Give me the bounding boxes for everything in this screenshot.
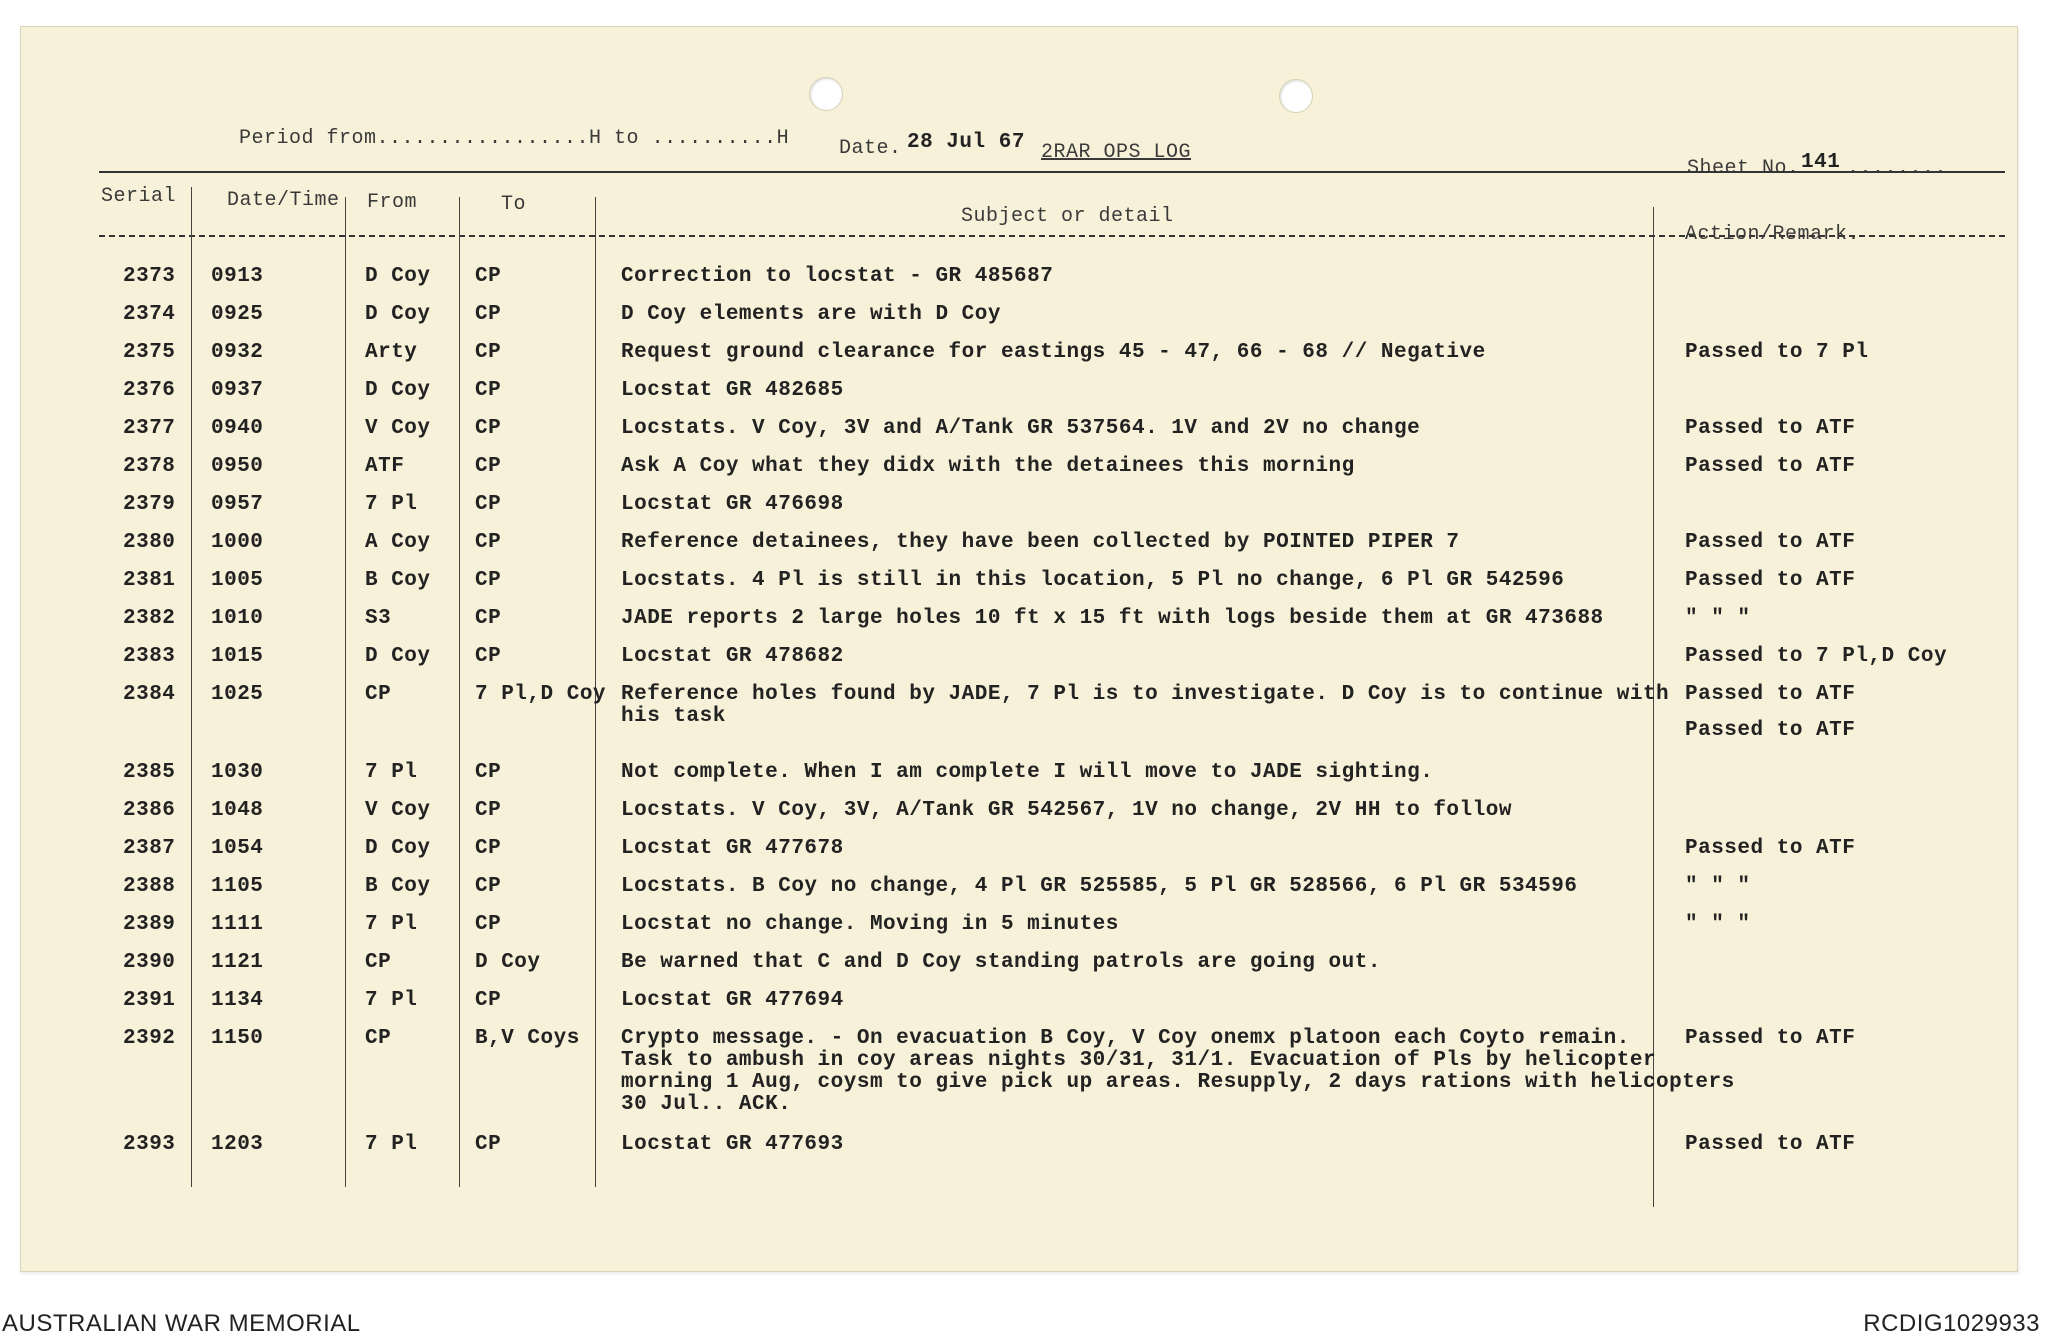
time-cell: 1203 <box>211 1133 264 1156</box>
action-cell: Passed to 7 Pl,D Coy <box>1685 645 1948 668</box>
detail-line: JADE reports 2 large holes 10 ft x 15 ft with logs beside them at GR 473688 <box>621 607 1604 630</box>
serial-cell: 2389 <box>123 913 176 936</box>
serial-cell: 2378 <box>123 455 176 478</box>
to-cell: CP <box>475 989 502 1012</box>
to-cell: CP <box>475 837 502 860</box>
to-cell: CP <box>475 379 502 402</box>
action-cell: " " " <box>1685 875 1751 898</box>
time-cell: 0950 <box>211 455 264 478</box>
to-cell: CP <box>475 569 502 592</box>
from-cell: Arty <box>365 341 418 364</box>
time-cell: 1150 <box>211 1027 264 1050</box>
from-cell: CP <box>365 683 392 706</box>
to-cell: CP <box>475 607 502 630</box>
action-cell: Passed to ATF <box>1685 1133 1856 1156</box>
time-cell: 0940 <box>211 417 264 440</box>
time-cell: 1000 <box>211 531 264 554</box>
serial-cell: 2382 <box>123 607 176 630</box>
to-cell: CP <box>475 303 502 326</box>
detail-line: Crypto message. - On evacuation B Coy, V Coy onemx platoon each Coyto remain. <box>621 1027 1630 1050</box>
to-cell: CP <box>475 875 502 898</box>
column-rule <box>459 197 460 1187</box>
col-from: From <box>367 191 418 214</box>
detail-line: Locstats. B Coy no change, 4 Pl GR 525585, 5 Pl GR 528566, 6 Pl GR 534596 <box>621 875 1578 898</box>
to-cell: B,V Coys <box>475 1027 580 1050</box>
from-cell: 7 Pl <box>365 761 418 784</box>
to-cell: D Coy <box>475 951 541 974</box>
from-cell: V Coy <box>365 799 431 822</box>
time-cell: 1121 <box>211 951 264 974</box>
to-cell: CP <box>475 761 502 784</box>
serial-cell: 2376 <box>123 379 176 402</box>
action-cell: Passed to ATF <box>1685 837 1856 860</box>
from-cell: V Coy <box>365 417 431 440</box>
serial-cell: 2385 <box>123 761 176 784</box>
unit-title: 2RAR OPS LOG <box>1041 141 1192 164</box>
from-cell: CP <box>365 951 392 974</box>
log-sheet <box>20 26 2018 1272</box>
from-cell: 7 Pl <box>365 493 418 516</box>
from-cell: 7 Pl <box>365 1133 418 1156</box>
serial-cell: 2379 <box>123 493 176 516</box>
serial-cell: 2386 <box>123 799 176 822</box>
detail-line: Task to ambush in coy areas nights 30/31, 31/1. Evacuation of Pls by helicopter <box>621 1049 1657 1072</box>
detail-line: Request ground clearance for eastings 45 - 47, 66 - 68 // Negative <box>621 341 1486 364</box>
detail-line: Correction to locstat - GR 485687 <box>621 265 1054 288</box>
time-cell: 1015 <box>211 645 264 668</box>
detail-line: Locstat GR 477694 <box>621 989 844 1012</box>
action-cell: " " " <box>1685 607 1751 630</box>
serial-cell: 2383 <box>123 645 176 668</box>
detail-line: 30 Jul.. ACK. <box>621 1093 792 1116</box>
detail-line: his task <box>621 705 726 728</box>
detail-line: Locstats. V Coy, 3V, A/Tank GR 542567, 1V no change, 2V HH to follow <box>621 799 1512 822</box>
time-cell: 0937 <box>211 379 264 402</box>
col-action: Action/Remark. <box>1685 223 1861 246</box>
from-cell: ATF <box>365 455 405 478</box>
detail-line: Locstats. V Coy, 3V and A/Tank GR 537564. 1V and 2V no change <box>621 417 1421 440</box>
from-cell: B Coy <box>365 569 431 592</box>
serial-cell: 2391 <box>123 989 176 1012</box>
header-top-rule <box>99 171 2005 173</box>
detail-line: Locstats. 4 Pl is still in this location, 5 Pl no change, 6 Pl GR 542596 <box>621 569 1565 592</box>
detail-line: Reference holes found by JADE, 7 Pl is to investigate. D Coy is to continue with <box>621 683 1670 706</box>
serial-cell: 2377 <box>123 417 176 440</box>
detail-line: Ask A Coy what they didx with the detainees this morning <box>621 455 1355 478</box>
to-cell: CP <box>475 913 502 936</box>
punch-hole <box>1279 79 1313 113</box>
detail-line: Locstat GR 478682 <box>621 645 844 668</box>
action-cell: Passed to ATF <box>1685 531 1856 554</box>
time-cell: 1054 <box>211 837 264 860</box>
date-value: 28 Jul 67 <box>907 131 1025 154</box>
to-cell: CP <box>475 1133 502 1156</box>
serial-cell: 2392 <box>123 1027 176 1050</box>
from-cell: S3 <box>365 607 392 630</box>
detail-line: Locstat GR 482685 <box>621 379 844 402</box>
column-rule <box>191 187 192 1187</box>
to-cell: CP <box>475 493 502 516</box>
serial-cell: 2388 <box>123 875 176 898</box>
time-cell: 0932 <box>211 341 264 364</box>
serial-cell: 2387 <box>123 837 176 860</box>
action-cell: Passed to ATF <box>1685 683 1856 706</box>
col-to: To <box>501 193 527 216</box>
col-serial: Serial <box>101 185 177 208</box>
time-cell: 1005 <box>211 569 264 592</box>
period-field: Period from.................H to ..........H <box>239 127 790 150</box>
detail-line: Locstat GR 477678 <box>621 837 844 860</box>
from-cell: D Coy <box>365 837 431 860</box>
time-cell: 1048 <box>211 799 264 822</box>
serial-cell: 2374 <box>123 303 176 326</box>
from-cell: D Coy <box>365 265 431 288</box>
action-cell: Passed to ATF <box>1685 569 1856 592</box>
from-cell: B Coy <box>365 875 431 898</box>
from-cell: 7 Pl <box>365 989 418 1012</box>
date-label: Date. <box>839 137 902 160</box>
sheet-label: Sheet No. <box>1687 157 1800 180</box>
serial-cell: 2384 <box>123 683 176 706</box>
to-cell: CP <box>475 265 502 288</box>
archive-credit: AUSTRALIAN WAR MEMORIAL <box>2 1310 361 1337</box>
action-cell: Passed to ATF <box>1685 719 1856 742</box>
detail-line: Reference detainees, they have been collected by POINTED PIPER 7 <box>621 531 1460 554</box>
action-cell: Passed to ATF <box>1685 417 1856 440</box>
detail-line: Locstat GR 477693 <box>621 1133 844 1156</box>
column-rule <box>345 197 346 1187</box>
serial-cell: 2381 <box>123 569 176 592</box>
time-cell: 1025 <box>211 683 264 706</box>
serial-cell: 2375 <box>123 341 176 364</box>
from-cell: CP <box>365 1027 392 1050</box>
from-cell: D Coy <box>365 379 431 402</box>
col-datetime: Date/Time <box>227 189 340 212</box>
action-cell: " " " <box>1685 913 1751 936</box>
to-cell: CP <box>475 645 502 668</box>
to-cell: CP <box>475 455 502 478</box>
to-cell: 7 Pl,D Coy <box>475 683 607 706</box>
detail-line: Locstat no change. Moving in 5 minutes <box>621 913 1119 936</box>
to-cell: CP <box>475 341 502 364</box>
serial-cell: 2393 <box>123 1133 176 1156</box>
detail-line: morning 1 Aug, coysm to give pick up areas. Resupply, 2 days rations with helicopters <box>621 1071 1735 1094</box>
punch-hole <box>809 77 843 111</box>
detail-line: Not complete. When I am complete I will move to JADE sighting. <box>621 761 1434 784</box>
time-cell: 1030 <box>211 761 264 784</box>
time-cell: 0913 <box>211 265 264 288</box>
time-cell: 1134 <box>211 989 264 1012</box>
detail-line: D Coy elements are with D Coy <box>621 303 1001 326</box>
serial-cell: 2373 <box>123 265 176 288</box>
sheet-dots: ........ <box>1847 157 1948 180</box>
time-cell: 1105 <box>211 875 264 898</box>
time-cell: 1111 <box>211 913 264 936</box>
action-cell: Passed to ATF <box>1685 455 1856 478</box>
to-cell: CP <box>475 531 502 554</box>
from-cell: D Coy <box>365 645 431 668</box>
time-cell: 0957 <box>211 493 264 516</box>
col-subject: Subject or detail <box>961 205 1174 228</box>
action-cell: Passed to 7 Pl <box>1685 341 1869 364</box>
time-cell: 1010 <box>211 607 264 630</box>
from-cell: A Coy <box>365 531 431 554</box>
serial-cell: 2390 <box>123 951 176 974</box>
sheet-number: 141 <box>1801 151 1841 174</box>
action-cell: Passed to ATF <box>1685 1027 1856 1050</box>
archive-id: RCDIG1029933 <box>1863 1310 2040 1337</box>
from-cell: 7 Pl <box>365 913 418 936</box>
to-cell: CP <box>475 799 502 822</box>
serial-cell: 2380 <box>123 531 176 554</box>
detail-line: Locstat GR 476698 <box>621 493 844 516</box>
time-cell: 0925 <box>211 303 264 326</box>
from-cell: D Coy <box>365 303 431 326</box>
to-cell: CP <box>475 417 502 440</box>
detail-line: Be warned that C and D Coy standing patrols are going out. <box>621 951 1381 974</box>
